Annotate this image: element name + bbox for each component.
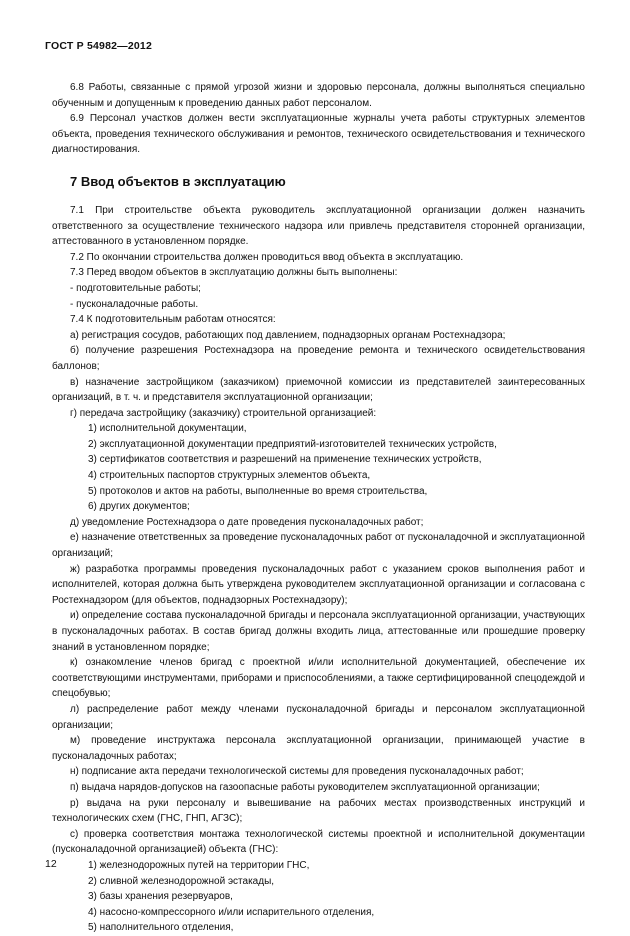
sublist-item: 1) железнодорожных путей на территории ГНС, (88, 859, 310, 871)
sublist-item: 5) наполнительного отделения, (88, 922, 234, 934)
list-item-r: р) выдача на руки персоналу и вывешивание на рабочих местах производственных инструкций и технологических схем (ГНС, ГНП, АГЗС); (52, 797, 585, 825)
list-item-d: д) уведомление Ростехнадзора о дате проведения пусконаладочных работ; (70, 516, 424, 528)
list-item-a: а) регистрация сосудов, работающих под давлением, поднадзорных органам Ростехнадзора; (70, 329, 506, 341)
paragraph-7-2: 7.2 По окончании строительства должен проводиться ввод объекта в эксплуатацию. (70, 251, 464, 263)
list-item: - подготовительные работы; (70, 282, 201, 294)
paragraph-7-1: 7.1 При строительстве объекта руководитель эксплуатационной организации должен назначить ответственного за осуществление технического надзора или привлечь представителя сторонней организации, аттестованного в установленном порядке. (52, 204, 585, 248)
list-item-k: к) ознакомление членов бригад с проектной и/или исполнительной документацией, обеспечение их соответствующими инструментами, приборами и приспособлениями, а также сертифицированной спецодеждой и спецобувью; (52, 657, 585, 700)
document-body (52, 80, 585, 936)
sublist-item: 5) протоколов и актов на работы, выполненные во время строительства, (88, 485, 428, 497)
section-title: 7 Ввод объектов в эксплуатацию (70, 173, 286, 189)
list-item-e: е) назначение ответственных за проведение пусконаладочных работ от пусконаладочной и эксплуатационной организаций; (52, 532, 585, 560)
list-item-p: п) выдача нарядов-допусков на газоопасные работы руководителем эксплуатационной организации; (70, 781, 540, 793)
paragraph-6-8: 6.8 Работы, связанные с прямой угрозой жизни и здоровью персонала, должны выполняться специально обученным и допущенным к проведению данных работ персоналом. (52, 82, 585, 109)
page-number: 12 (45, 858, 57, 870)
sublist-item: 4) насосно-компрессорного и/или испарительного отделения, (88, 906, 375, 918)
list-item-n: н) подписание акта передачи технологической системы для проведения пусконаладочных работ; (70, 766, 524, 778)
sublist-item: 1) исполнительной документации, (88, 423, 247, 435)
list-item-b: б) получение разрешения Ростехнадзора на проведение ремонта и технического освидетельствования баллонов; (52, 345, 585, 372)
list-item-v: в) назначение застройщиком (заказчиком) приемочной комиссии из представителей заинтересованных организаций, в т. ч. и представителя эксплуатационной организации; (52, 376, 585, 404)
document-code: ГОСТ Р 54982—2012 (45, 40, 153, 52)
sublist-item: 3) сертификатов соответствия и разрешений на применение технических устройств, (88, 454, 482, 466)
list-item-g: г) передача застройщику (заказчику) строительной организацией: (70, 407, 377, 419)
sublist-item: 4) строительных паспортов структурных элементов объекта, (88, 470, 371, 482)
list-item-s: с) проверка соответствия монтажа технологической системы проектной и исполнительной документации (пусконаладочной организацией) объекта (ГНС): (52, 828, 585, 856)
paragraph-7-3: 7.3 Перед вводом объектов в эксплуатацию должны быть выполнены: (70, 267, 398, 279)
sublist-item: 2) эксплуатационной документации предприятий-изготовителей технических устройств, (88, 438, 497, 450)
list-item-l: л) распределение работ между членами пусконаладочной бригады и персоналом эксплуатационной организации; (52, 703, 585, 731)
sublist-item: 3) базы хранения резервуаров, (88, 891, 233, 903)
list-item-i: и) определение состава пусконаладочной бригады и персонала эксплуатационной организации, участвующих в пусконаладочных работах. В состав бригад должны входить лица, аттестованные или прошедшие проверку знаний в установленном порядке; (52, 610, 585, 653)
list-item: - пусконаладочные работы. (70, 298, 199, 310)
list-item-m: м) проведение инструктажа персонала эксплуатационной организации, принимающей участие в пусконаладочных работах; (52, 735, 585, 762)
sublist-item: 2) сливной железнодорожной эстакады, (88, 875, 275, 887)
sublist-item: 6) других документов; (88, 501, 190, 513)
paragraph-7-4: 7.4 К подготовительным работам относятся: (70, 314, 276, 326)
paragraph-6-9: 6.9 Персонал участков должен вести эксплуатационные журналы учета работы структурных элементов объекта, проведения технического обслуживания и ремонтов, технического освидетельствования и технического диагностирования. (52, 113, 585, 156)
list-item-zh: ж) разработка программы проведения пусконаладочных работ с указанием сроков выполнения работ и исполнителей, которая должна быть утверждена руководителем эксплуатационной организации и согласована с Ростехнадзором (для объектов, поднадзорных Ростехнадзору); (52, 563, 585, 606)
